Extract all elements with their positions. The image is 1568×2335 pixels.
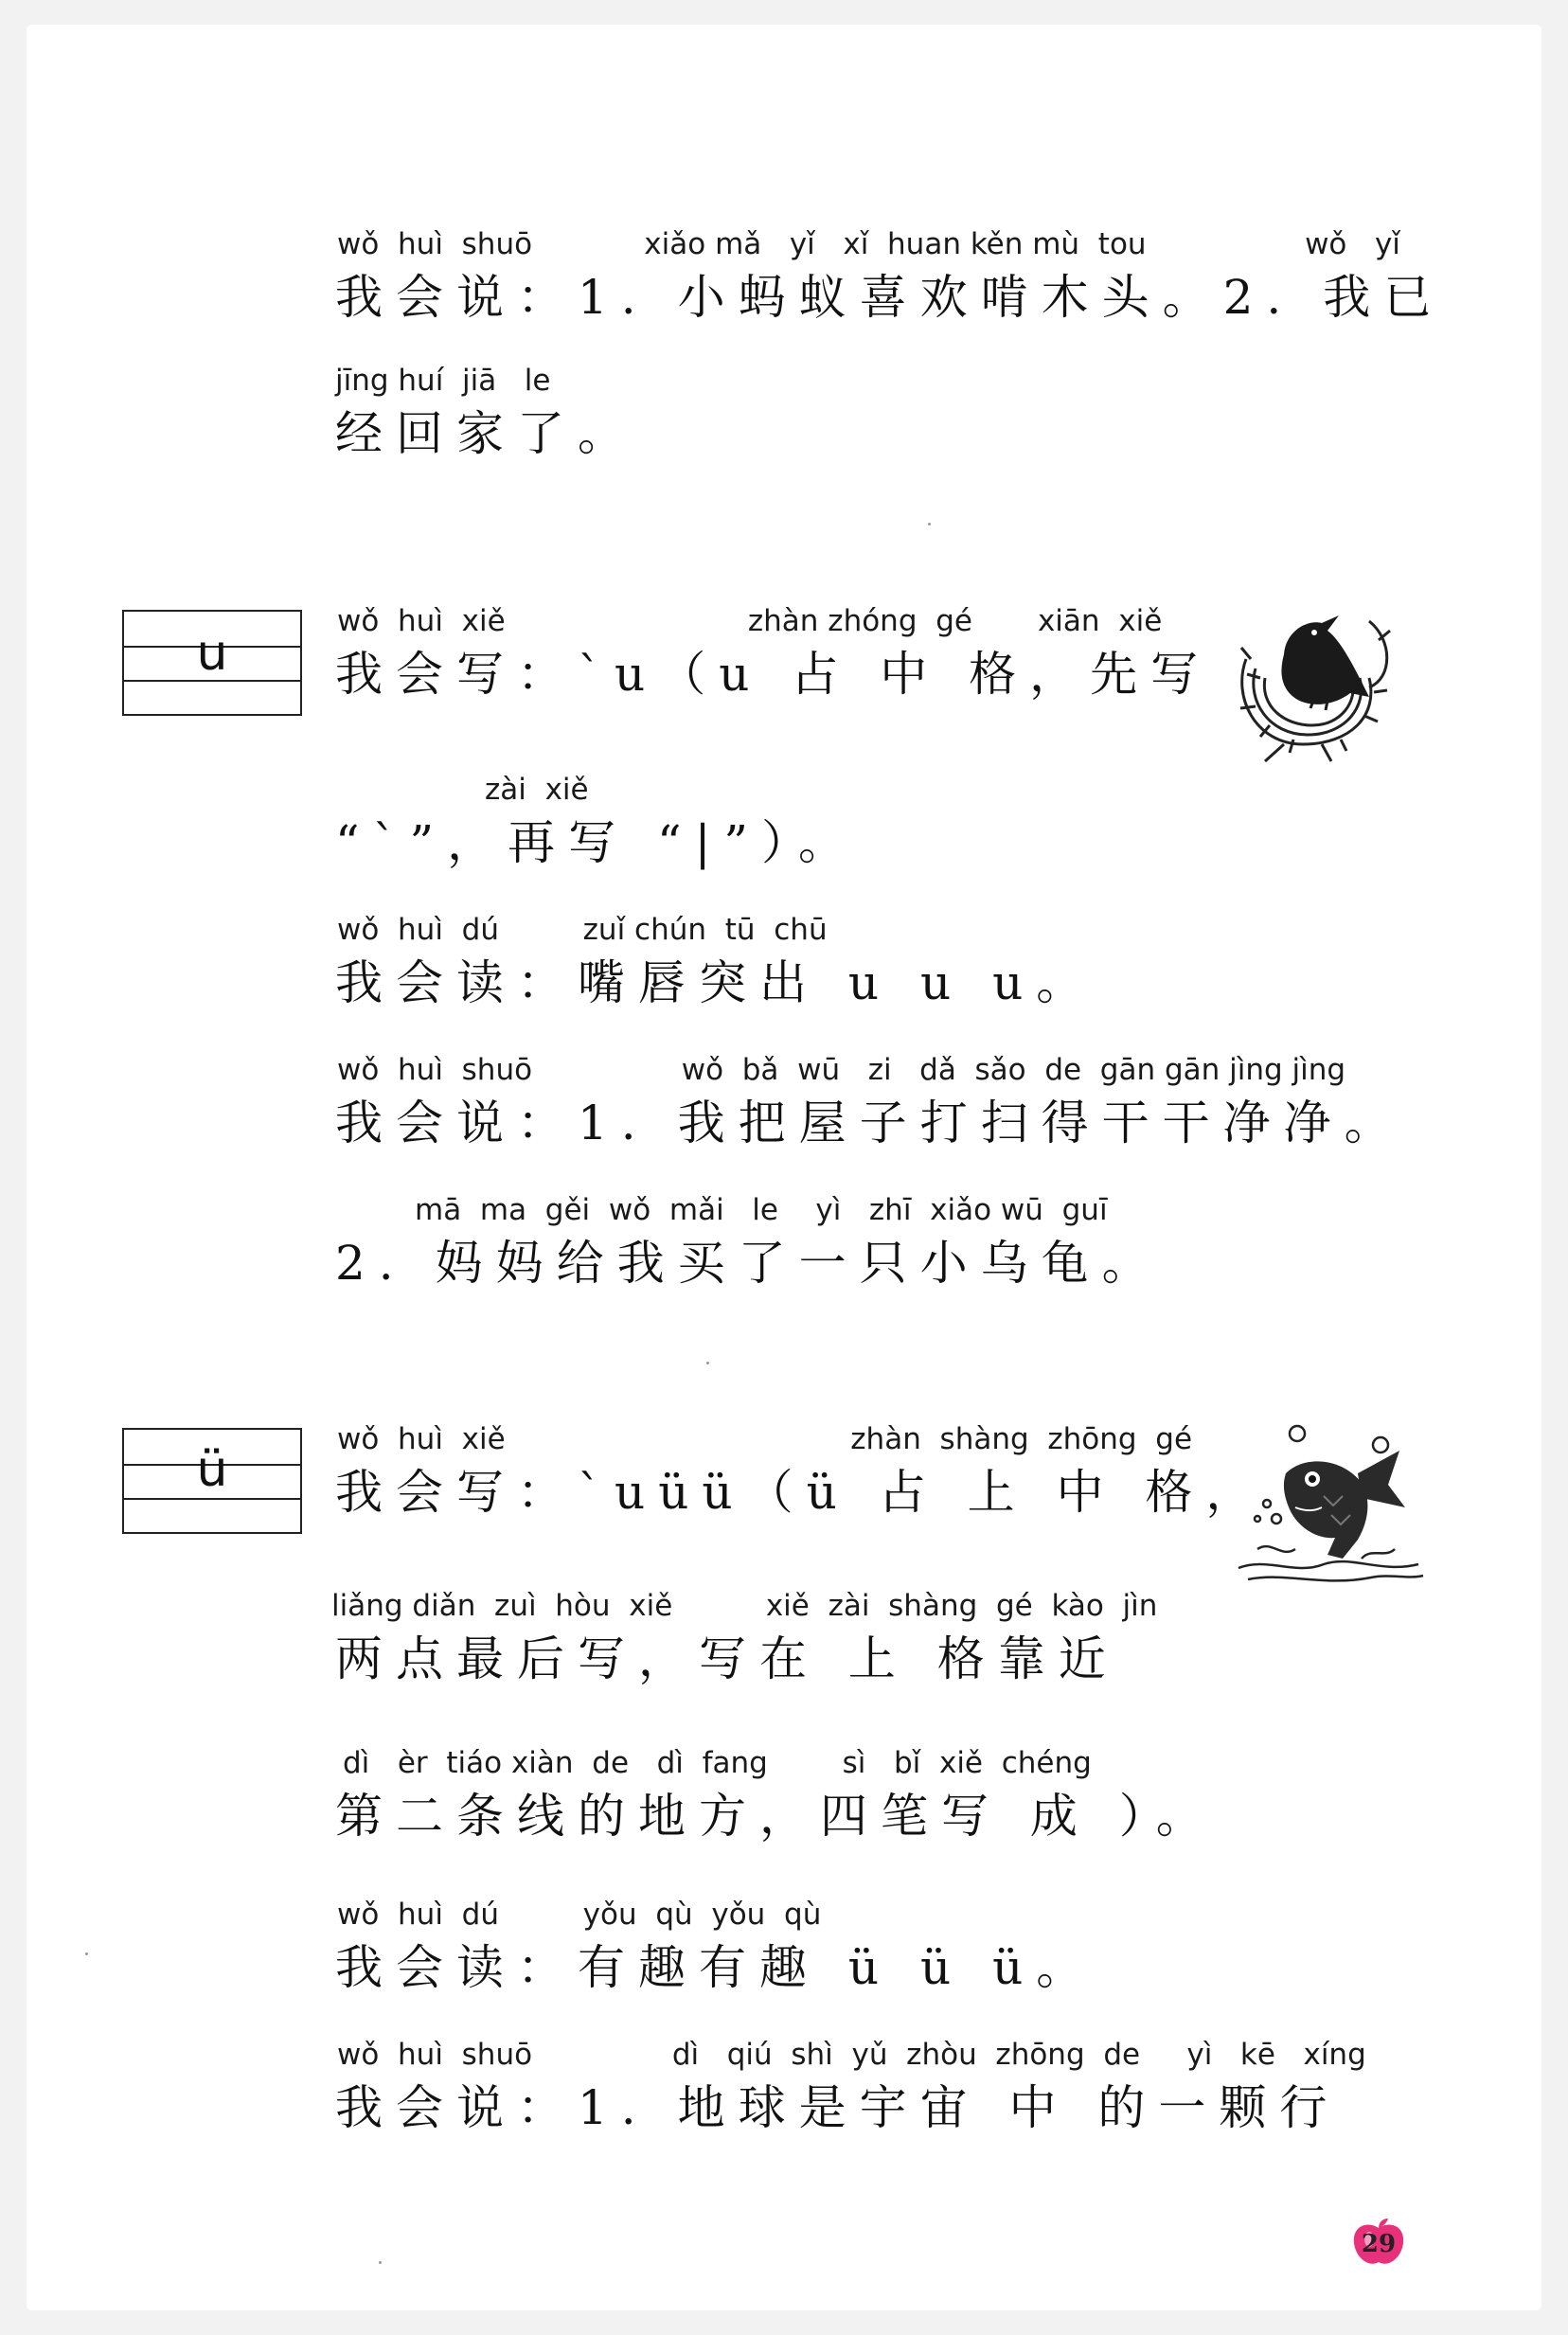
grid-letter: u — [196, 625, 228, 682]
fish-jumping-illustration — [1229, 1417, 1437, 1596]
pinyin-line: wǒ huì shuō xiǎo mǎ yǐ xǐ huan kěn mù tou wǒ yǐ — [337, 227, 1400, 261]
page-number-badge — [1350, 2219, 1407, 2268]
writing-grid-u — [122, 610, 302, 716]
pinyin-line: wǒ huì shuō wǒ bǎ wū zi dǎ sǎo de gān gān jìng jìng — [337, 1053, 1346, 1087]
sentence-line: 两点最后写，写在 上 格靠近 — [335, 1631, 1119, 1686]
sentence-line: 第二条线的地方，四笔写 成 ）。 — [335, 1789, 1217, 1844]
sentence-line: 我会说：1. 小蚂蚁喜欢啃木头。2. 我已 — [335, 270, 1445, 325]
pinyin-line: dì èr tiáo xiàn de dì fang sì bǐ xiě chéng — [343, 1746, 1092, 1780]
pinyin-line: mā ma gěi wǒ mǎi le yì zhī xiǎo wū guī — [415, 1193, 1108, 1227]
pinyin-line: wǒ huì shuō dì qiú shì yǔ zhòu zhōng de yì kē xíng — [337, 2038, 1366, 2072]
textbook-page — [27, 25, 1541, 2310]
sentence-line: 我会写：ˋu（u 占 中 格，先写 — [335, 647, 1212, 702]
pinyin-line: wǒ huì xiě zhàn shàng zhōng gé — [337, 1422, 1193, 1456]
sentence-line: 我会读：嘴唇突出 u u u。 — [335, 955, 1097, 1010]
sentence-line: 我会说：1. 地球是宇宙 中 的一颗行 — [335, 2080, 1341, 2135]
sentence-line: 经回家了。 — [335, 406, 638, 461]
writing-grid-u-umlaut — [122, 1428, 302, 1534]
pinyin-line: wǒ huì dú zuǐ chún tū chū — [337, 913, 828, 947]
pinyin-line: zài xiě — [485, 773, 589, 807]
sentence-line: 我会写：ˋuüü（ü 占 上 中 格， — [335, 1465, 1267, 1520]
page-number: 29 — [1361, 2230, 1397, 2258]
sentence-line: 我会读：有趣有趣 ü ü ü。 — [335, 1940, 1097, 1995]
sentence-line: “ˋ”，再写 “|”）。 — [335, 815, 859, 870]
sentence-line: 我会说：1. 我把屋子打扫得干干净净。 — [335, 1096, 1405, 1150]
pinyin-line: liǎng diǎn zuì hòu xiě xiě zài shàng gé kào jìn — [331, 1589, 1158, 1623]
crow-on-nest-illustration — [1227, 602, 1407, 763]
pinyin-line: wǒ huì xiě zhàn zhóng gé xiān xiě — [337, 604, 1163, 638]
pinyin-line: jīng huí jiā le — [335, 364, 551, 398]
sentence-line: 2. 妈妈给我买了一只小乌龟。 — [335, 1236, 1163, 1291]
grid-letter: ü — [196, 1441, 228, 1498]
pinyin-line: wǒ huì dú yǒu qù yǒu qù — [337, 1898, 822, 1932]
